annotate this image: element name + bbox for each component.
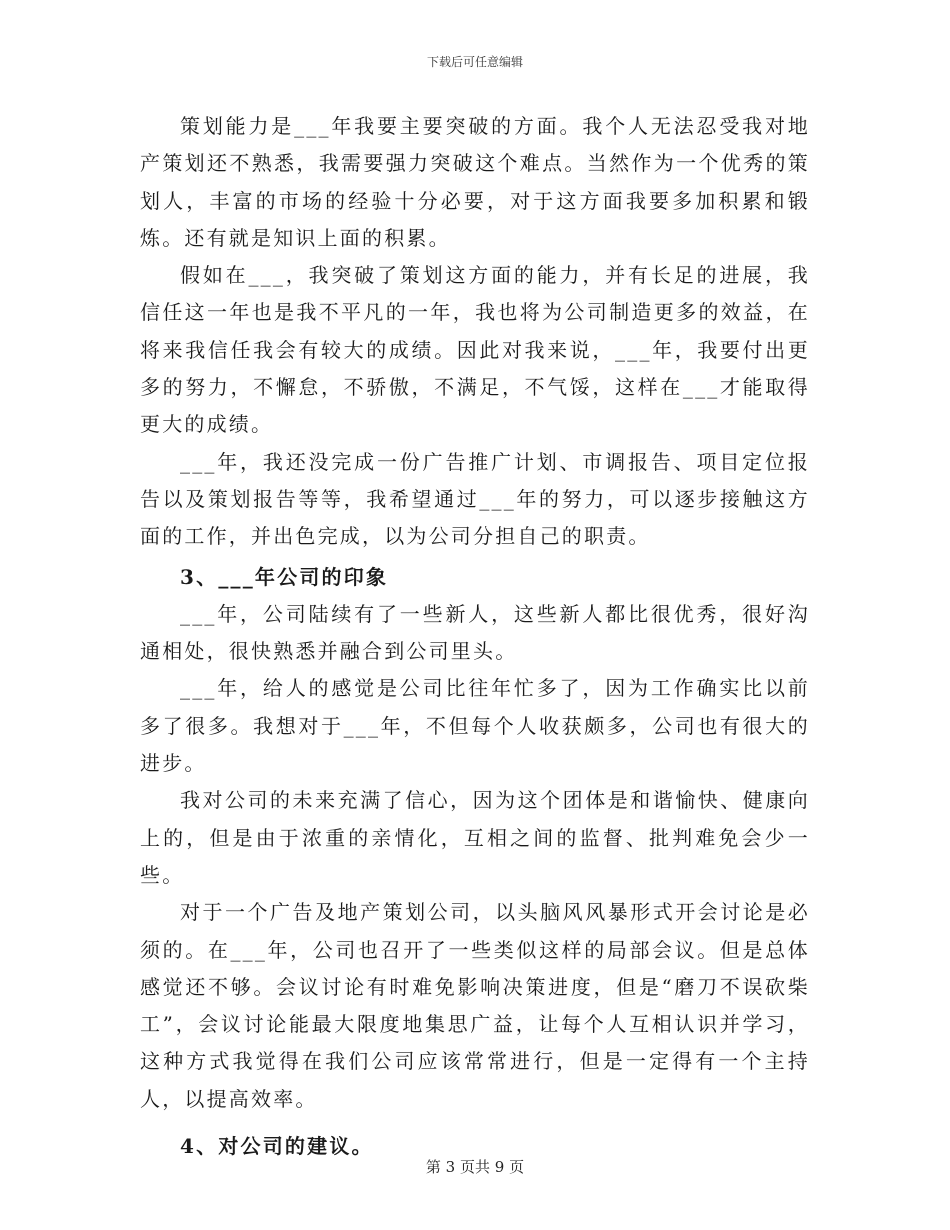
paragraph: 策划能力是___年我要主要突破的方面。我个人无法忍受我对地产策划还不熟悉，我需要强力突破这个难点。当然作为一个优秀的策划人，丰富的市场的经验十分必要，对于这方面我要多加积累和锻炼。还有就是知识上面的积累。 bbox=[140, 114, 810, 250]
paragraph: 假如在___，我突破了策划这方面的能力，并有长足的进展，我信任这一年也是我不平凡的一年，我也将为公司制造更多的效益，在将来我信任我会有较大的成绩。因此对我来说，___年，我要付出更多的努力，不懈怠，不骄傲，不满足，不气馁，这样在___才能取得更大的成绩。 bbox=[140, 263, 810, 437]
paragraph: ___年，给人的感觉是公司比往年忙多了，因为工作确实比以前多了很多。我想对于___年，不但每个人收获颇多，公司也有很大的进步。 bbox=[140, 676, 810, 776]
paragraph: ___年，我还没完成一份广告推广计划、市调报告、项目定位报告以及策划报告等等，我希望通过___年的努力，可以逐步接触这方面的工作，并出色完成，以为公司分担自己的职责。 bbox=[140, 449, 810, 549]
paragraph: 对于一个广告及地产策划公司，以头脑风风暴形式开会讨论是必须的。在___年，公司也召开了一些类似这样的局部会议。但是总体感觉还不够。会议讨论有时难免影响决策进度，但是“磨刀不误砍柴工”，会议讨论能最大限度地集思广益，让每个人互相认识并学习，这种方式我觉得在我们公司应该常常进行，但是一定得有一个主持人，以提高效率。 bbox=[140, 900, 810, 1111]
page-footer: 第 3 页共 9 页 bbox=[425, 1158, 525, 1176]
paragraph: ___年，公司陆续有了一些新人，这些新人都比很优秀，很好沟通相处，很快熟悉并融合到公司里头。 bbox=[140, 601, 810, 664]
page-header: 下载后可任意编辑 bbox=[426, 55, 523, 69]
section-heading: 3、___年公司的印象 bbox=[180, 564, 389, 589]
paragraph: 我对公司的未来充满了信心，因为这个团体是和谐愉快、健康向上的，但是由于浓重的亲情化，互相之间的监督、批判难免会少一些。 bbox=[140, 788, 810, 887]
section-heading: 4、对公司的建议。 bbox=[180, 1134, 374, 1159]
document-body bbox=[140, 108, 810, 1165]
